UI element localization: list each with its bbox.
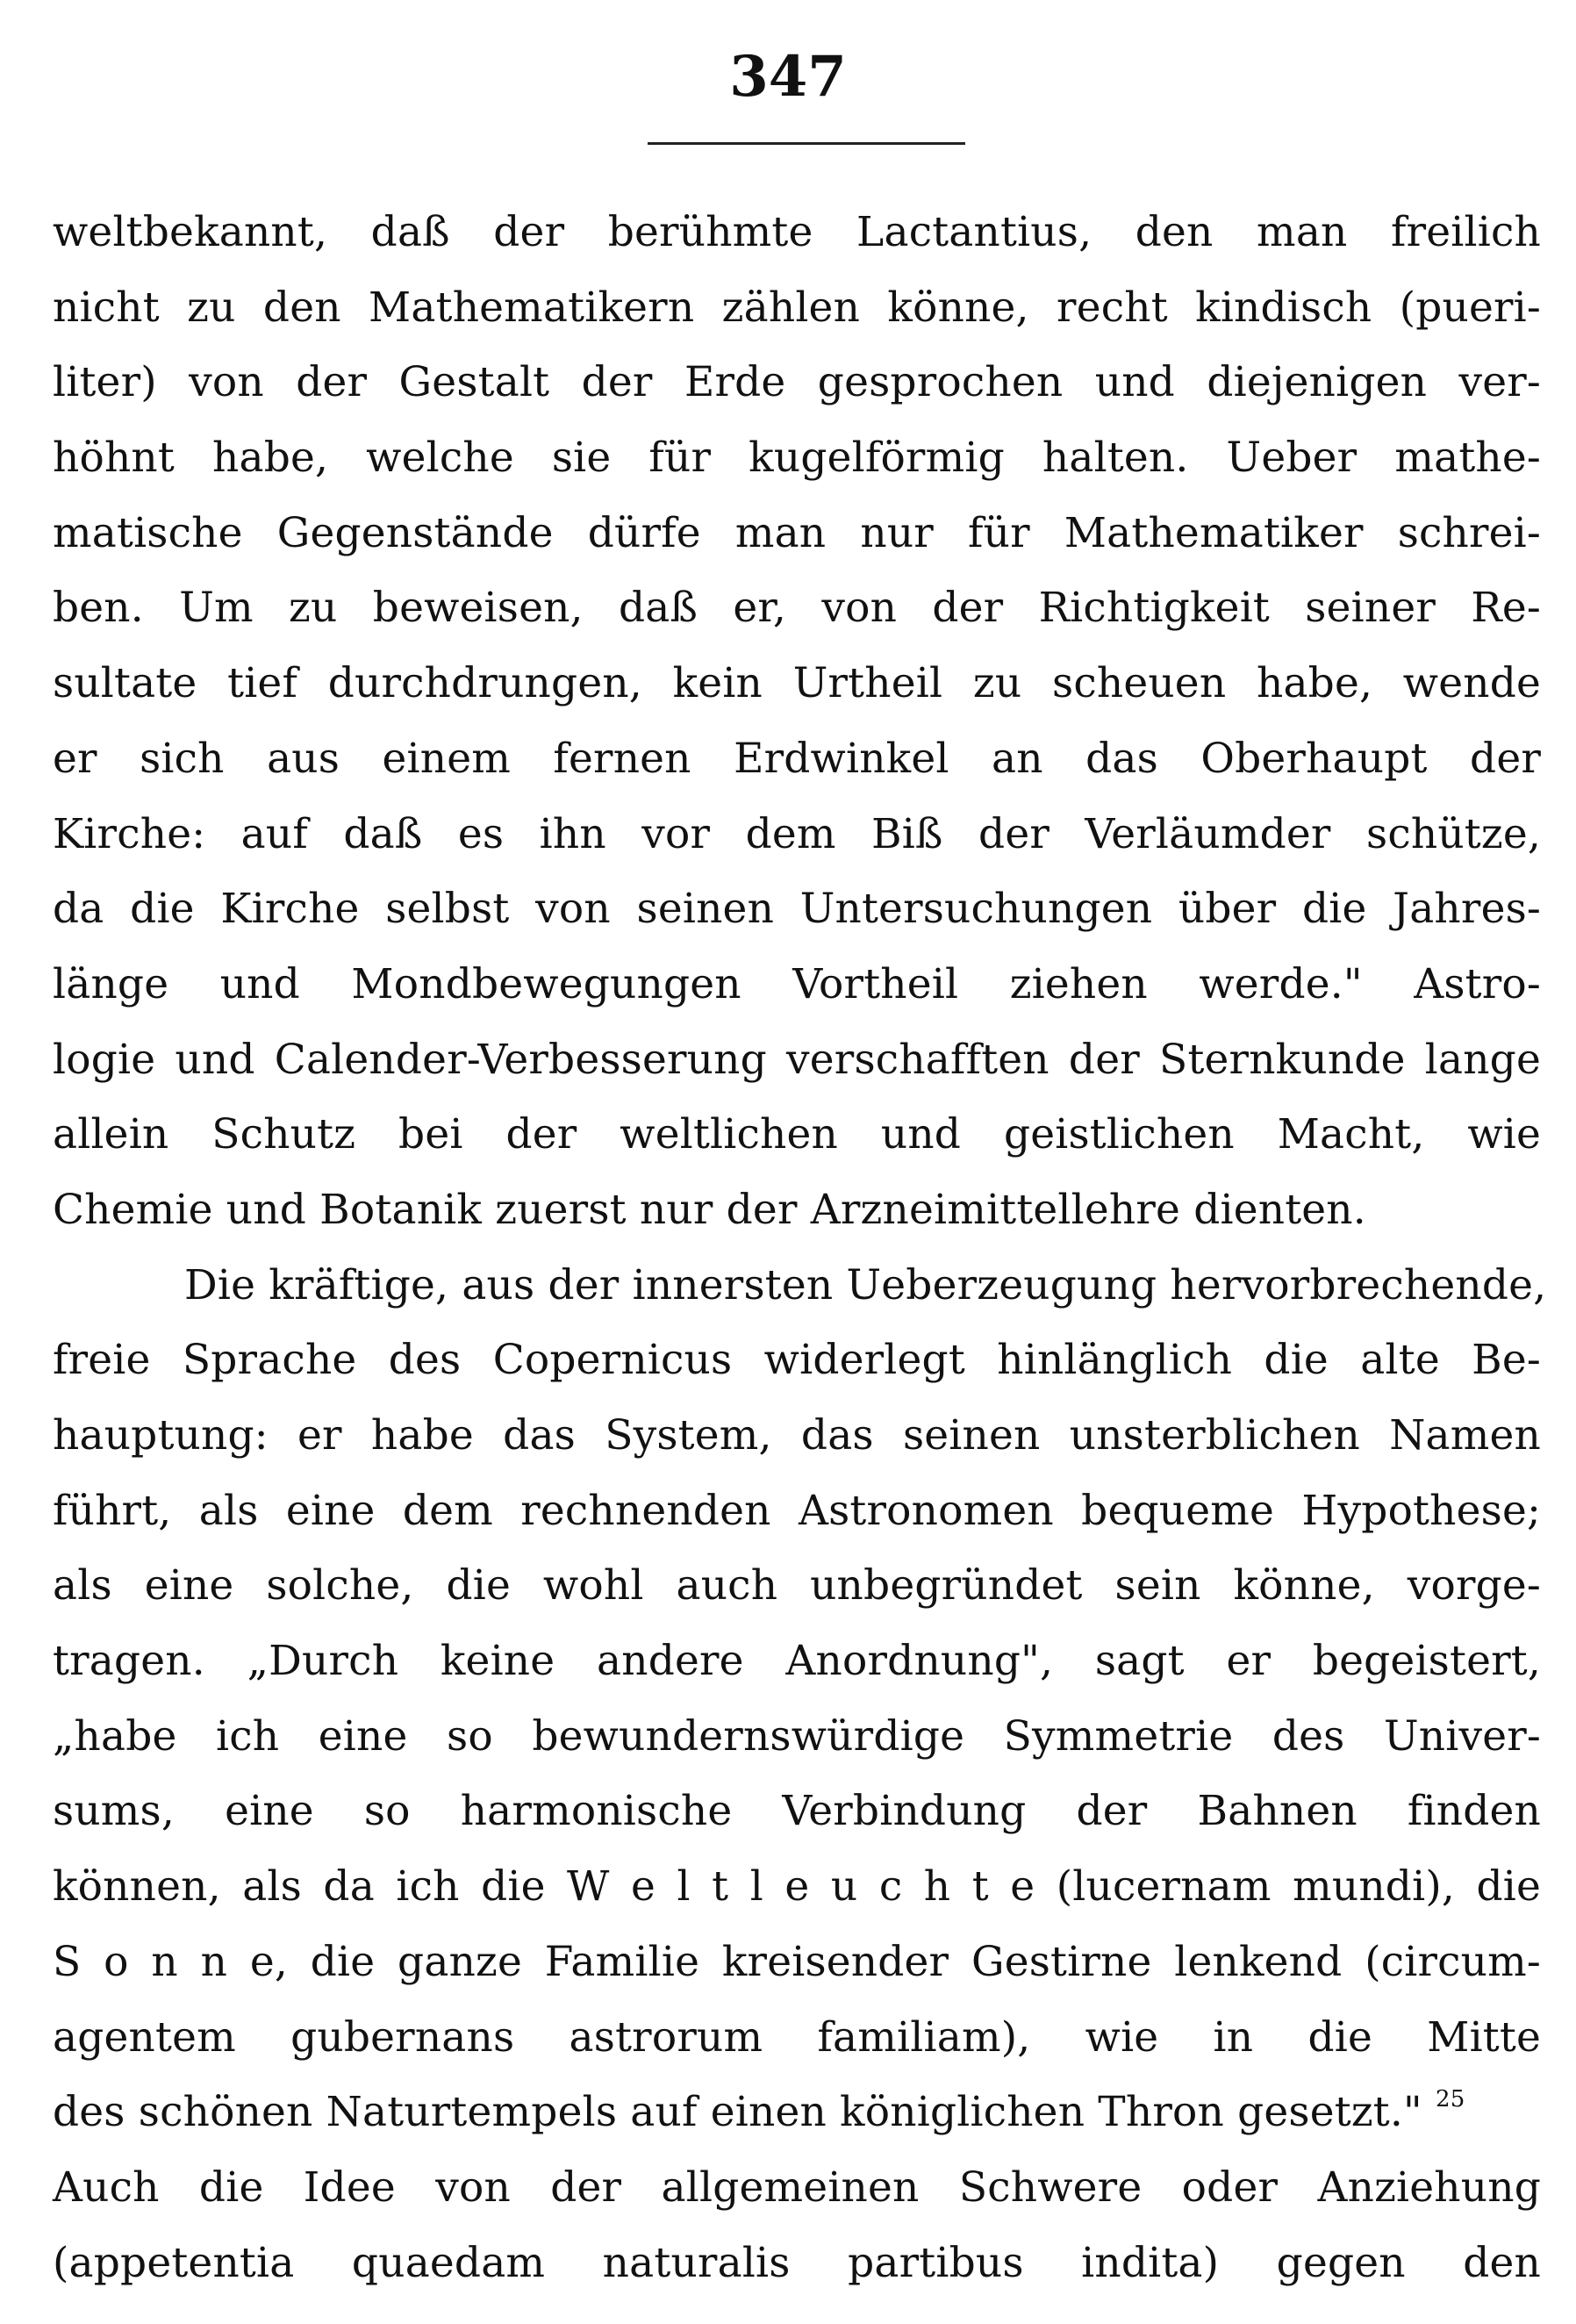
text-line: sultate tief durchdrungen, kein Urtheil zu scheuen habe, wende bbox=[53, 659, 1541, 708]
text-line: liter) von der Gestalt der Erde gesprochen und diejenigen ver- bbox=[53, 358, 1541, 407]
text-line: tragen. „Durch keine andere Anordnung", sagt er begeistert, bbox=[53, 1637, 1541, 1686]
text-line: Chemie und Botanik zuerst nur der Arzneimittellehre dienten. bbox=[53, 1185, 1366, 1234]
text-line-with-footnote bbox=[53, 2075, 1541, 2150]
text-line: (appetentia quaedam naturalis partibus indita) gegen den bbox=[53, 2238, 1541, 2287]
text-line: als eine solche, die wohl auch unbegründet sein könne, vorge- bbox=[53, 1561, 1541, 1610]
text-line: da die Kirche selbst von seinen Untersuchungen über die Jahres- bbox=[53, 885, 1541, 934]
text-line: Kirche: auf daß es ihn vor dem Biß der Verläumder schütze, bbox=[53, 809, 1541, 858]
text-line: weltbekannt, daß der berühmte Lactantius, den man freilich bbox=[53, 208, 1541, 256]
text-line: agentem gubernans astrorum familiam), wie in die Mitte bbox=[53, 2012, 1541, 2062]
text-line: S o n n e, die ganze Familie kreisender Gestirne lenkend (circum- bbox=[53, 1937, 1541, 1986]
text-line: ben. Um zu beweisen, daß er, von der Richtigkeit seiner Re- bbox=[53, 584, 1541, 633]
text-line: höhnt habe, welche sie für kugelförmig halten. Ueber mathe- bbox=[53, 434, 1541, 483]
text-line: allein Schutz bei der weltlichen und geistlichen Macht, wie bbox=[53, 1110, 1541, 1159]
text-line: führt, als eine dem rechnenden Astronomen bequeme Hypothese; bbox=[53, 1486, 1541, 1535]
body-text bbox=[53, 195, 1547, 2300]
text-line: können, als da ich die W e l t l e u c h t e (lucernam mundi), die bbox=[53, 1862, 1541, 1912]
text-line: nicht zu den Mathematikern zählen könne, recht kindisch (pueri- bbox=[53, 283, 1541, 332]
text-line: matische Gegenstände dürfe man nur für Mathematiker schrei- bbox=[53, 508, 1541, 557]
paragraph-start-line: Die kräftige, aus der innersten Ueberzeugung hervorbrechende, bbox=[184, 1260, 1547, 1309]
text-line-content: des schönen Naturtempels auf einen königlichen Thron gesetzt." bbox=[53, 2088, 1422, 2137]
text-line: freie Sprache des Copernicus widerlegt hinlänglich die alte Be- bbox=[53, 1336, 1541, 1385]
text-line: Auch die Idee von der allgemeinen Schwere oder Anziehung bbox=[53, 2163, 1541, 2212]
text-line: er sich aus einem fernen Erdwinkel an das Oberhaupt der bbox=[53, 734, 1541, 783]
text-line: logie und Calender-Verbesserung verschafften der Sternkunde lange bbox=[53, 1035, 1541, 1084]
text-line: länge und Mondbewegungen Vortheil ziehen werde." Astro- bbox=[53, 959, 1541, 1008]
footnote-reference: 25 bbox=[1435, 2086, 1465, 2113]
text-line: hauptung: er habe das System, das seinen unsterblichen Namen bbox=[53, 1411, 1541, 1460]
header-rule bbox=[648, 142, 965, 145]
text-line: „habe ich eine so bewundernswürdige Symmetrie des Univer- bbox=[53, 1711, 1541, 1761]
text-line: sums, eine so harmonische Verbindung der Bahnen finden bbox=[53, 1787, 1541, 1836]
page-number: 347 bbox=[729, 44, 847, 110]
